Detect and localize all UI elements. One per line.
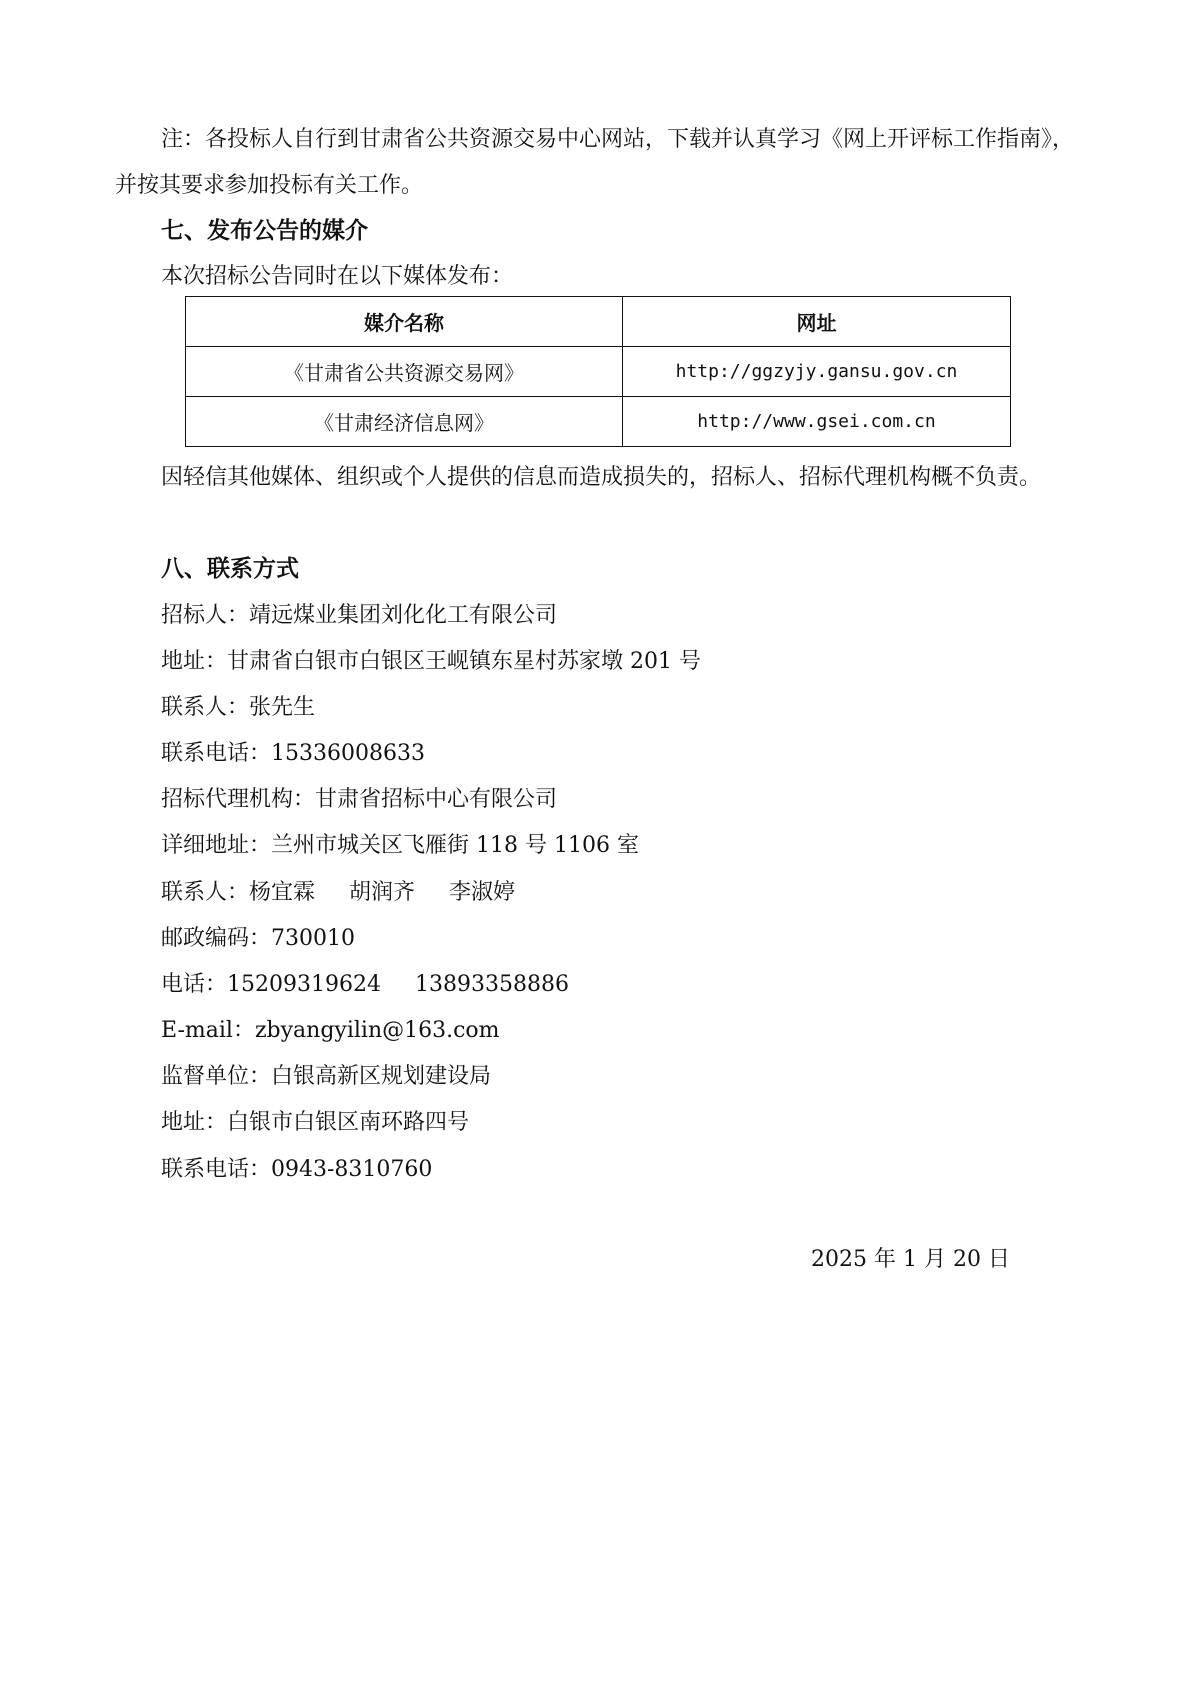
table-header-media-name: 媒介名称 <box>186 297 623 347</box>
supervisor-address-line: 地址：白银市白银区南环路四号 <box>161 1110 470 1135</box>
contact-person: 胡润齐 <box>349 880 416 905</box>
media-name-cell: 《甘肃经济信息网》 <box>186 397 623 447</box>
email-line: E-mail：zbyangyilin@163.com <box>161 1018 500 1043</box>
media-table <box>185 296 1011 447</box>
agency-address-line: 详细地址：兰州市城关区飞雁街 118 号 1106 室 <box>161 833 639 858</box>
media-name-cell: 《甘肃省公共资源交易网》 <box>186 347 623 397</box>
agency-phones-label: 电话： <box>161 972 228 997</box>
agency-phones-line <box>161 962 569 1008</box>
section8-heading: 八、联系方式 <box>161 556 299 582</box>
media-url-cell: http://www.gsei.com.cn <box>623 397 1011 447</box>
supervisor-phone-line: 联系电话：0943-8310760 <box>161 1157 433 1182</box>
table-row <box>186 397 1011 447</box>
tenderer-contact-line: 联系人：张先生 <box>161 695 316 720</box>
supervisor-line: 监督单位：白银高新区规划建设局 <box>161 1064 492 1089</box>
tenderer-phone-line: 联系电话：15336008633 <box>161 741 425 766</box>
tenderer-address-line: 地址：甘肃省白银市白银区王岘镇东星村苏家墩 201 号 <box>161 649 701 674</box>
phone-number: 15209319624 <box>227 972 381 997</box>
document-date: 2025 年 1 月 20 日 <box>811 1247 1010 1272</box>
agency-contacts-line <box>161 870 515 916</box>
contact-person: 杨宜霖 <box>249 880 316 905</box>
section7-intro: 本次招标公告同时在以下媒体发布： <box>161 264 514 289</box>
note-paragraph: 注：各投标人自行到甘肃省公共资源交易中心网站，下载并认真学习《网上开评标工作指南》，并按其要求参加投标有关工作。 <box>115 127 1075 198</box>
table-header-url: 网址 <box>623 297 1011 347</box>
section7-heading: 七、发布公告的媒介 <box>161 218 368 244</box>
contact-person: 李淑婷 <box>449 880 516 905</box>
table-row <box>186 347 1011 397</box>
agency-contacts-label: 联系人： <box>161 880 250 905</box>
agency-line: 招标代理机构：甘肃省招标中心有限公司 <box>161 787 558 812</box>
table-header-row <box>186 297 1011 347</box>
tenderer-line: 招标人：靖远煤业集团刘化化工有限公司 <box>161 603 558 628</box>
postcode-line: 邮政编码：730010 <box>161 926 355 951</box>
media-url-cell: http://ggzyjy.gansu.gov.cn <box>623 347 1011 397</box>
phone-number: 13893358886 <box>414 972 569 997</box>
disclaimer-paragraph: 因轻信其他媒体、组织或个人提供的信息而造成损失的，招标人、招标代理机构概不负责。 <box>161 465 1042 490</box>
